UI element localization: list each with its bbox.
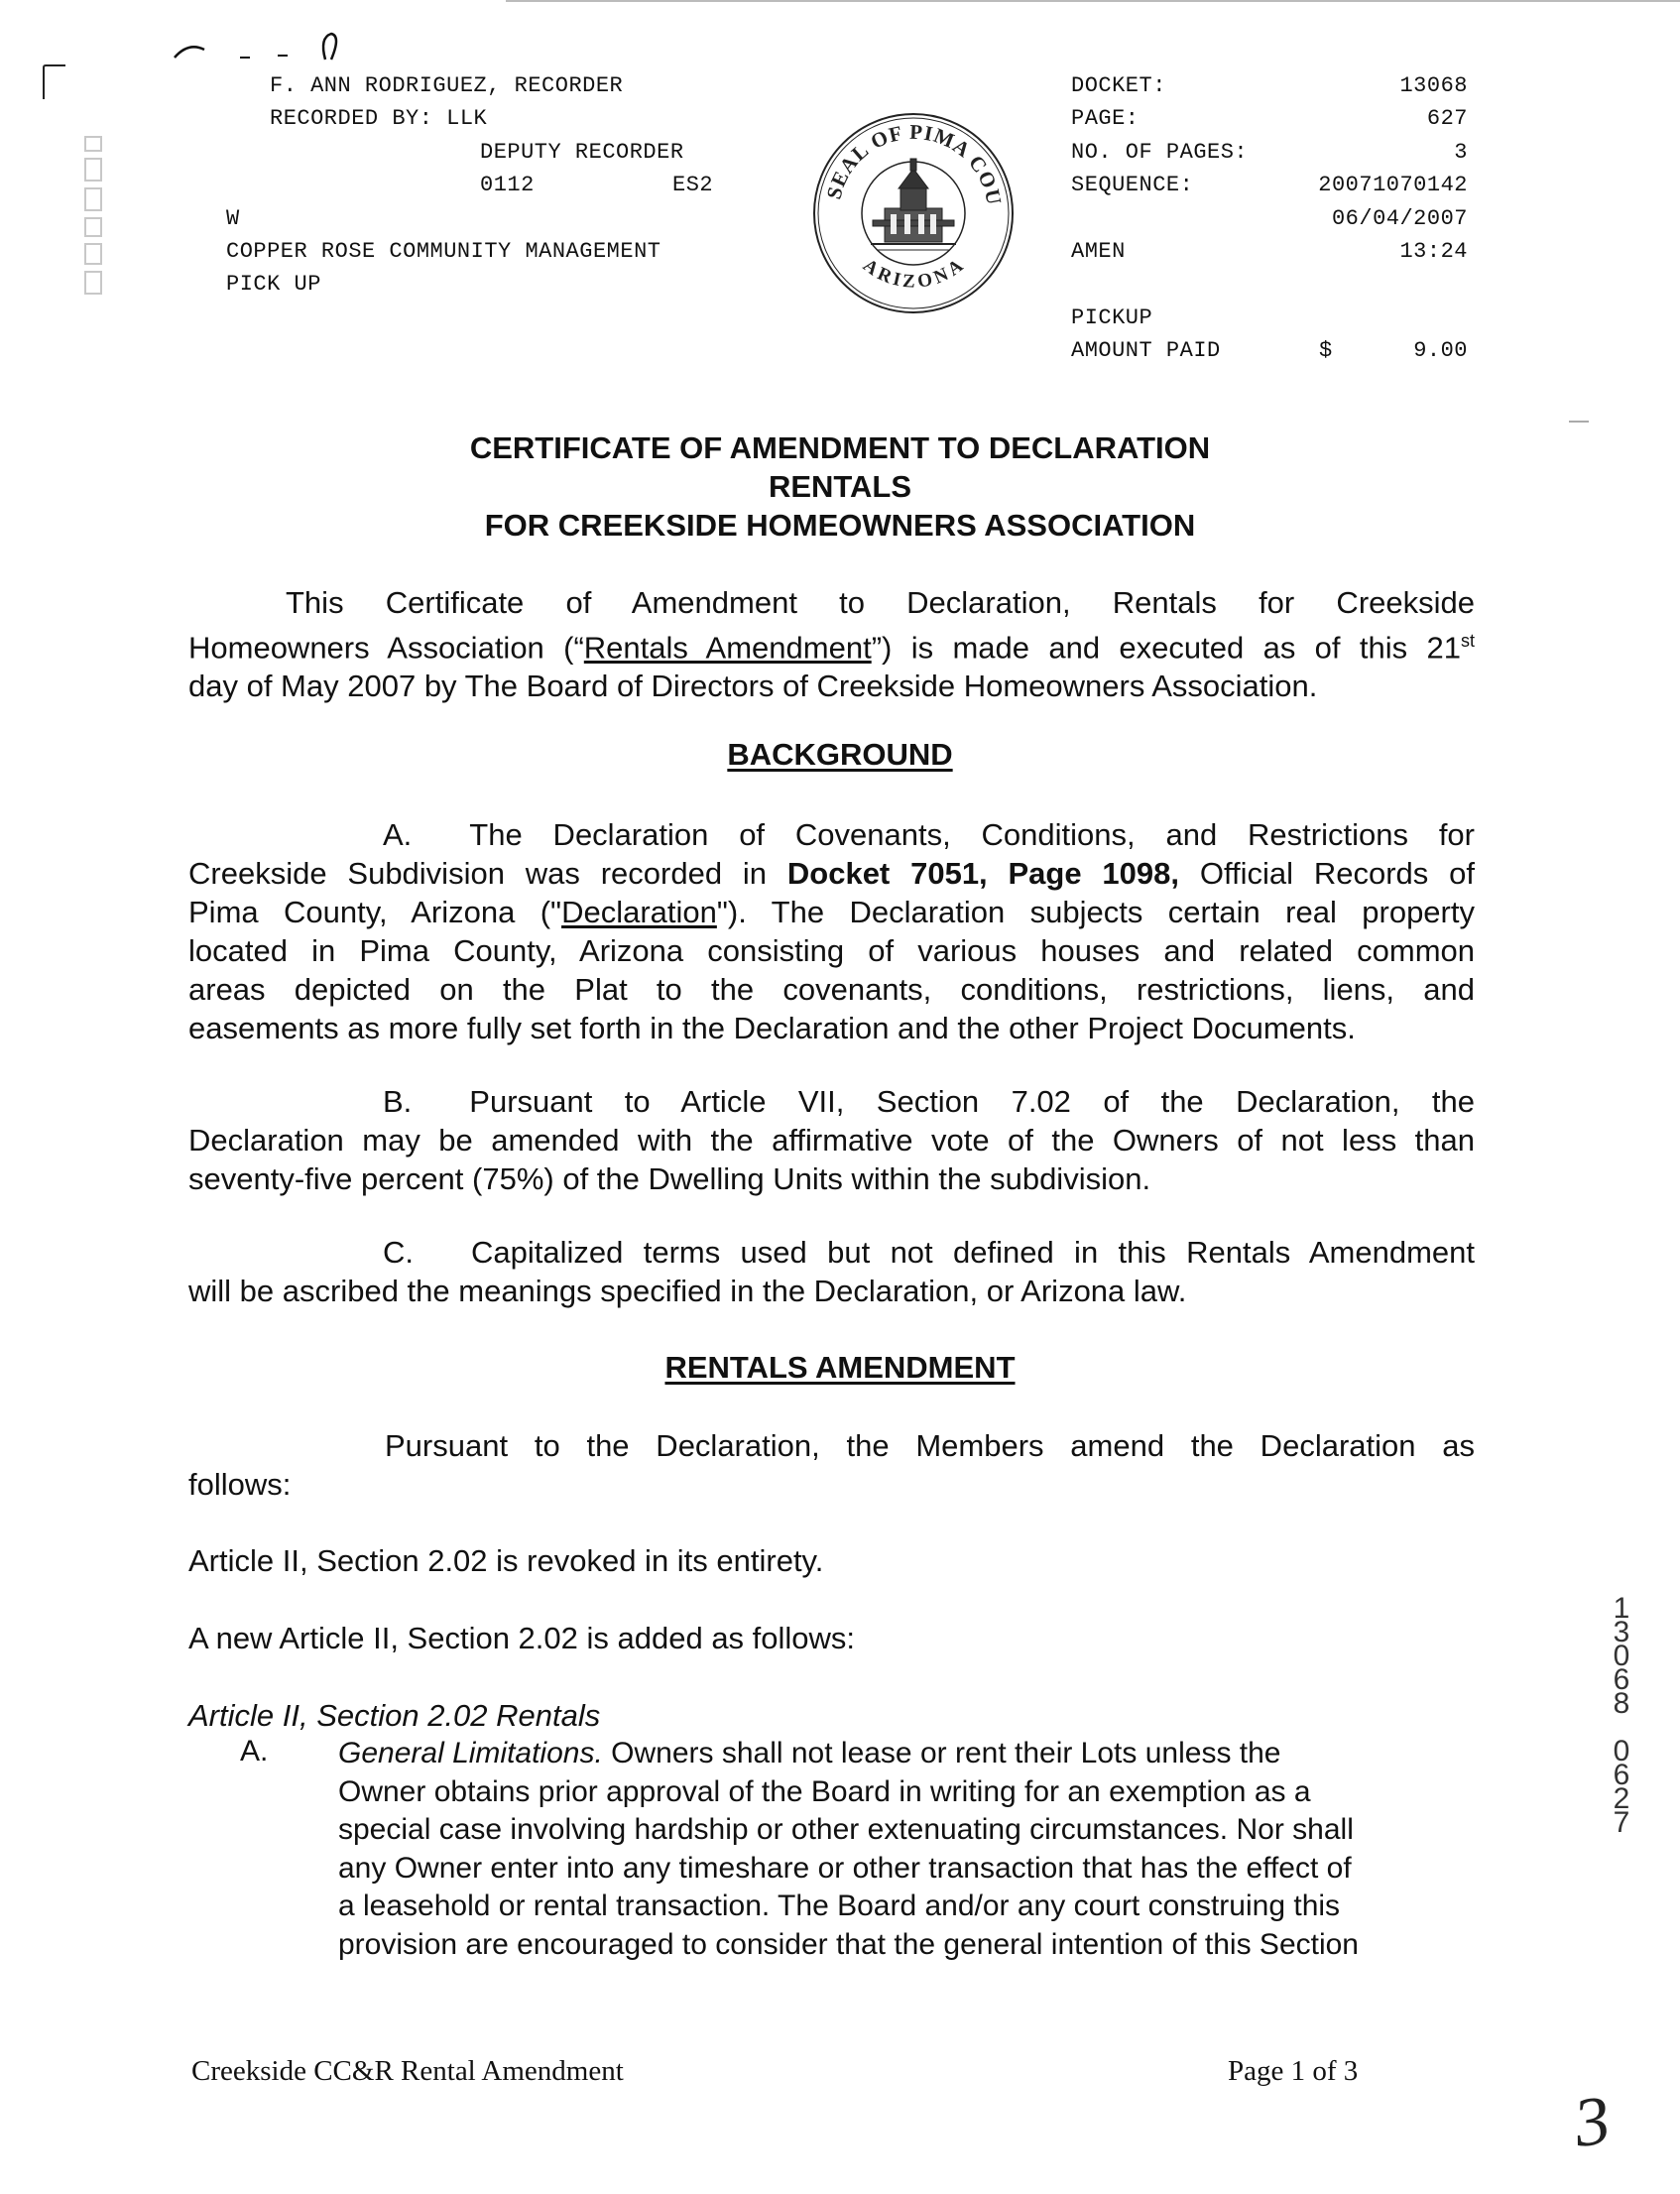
sequence-value: 20071070142	[1318, 173, 1468, 197]
right-edge-tick	[1569, 421, 1589, 423]
seal-bottom-text: ARIZONA	[859, 255, 968, 293]
sequence-label: SEQUENCE:	[1071, 173, 1194, 197]
intro-paragraph	[188, 583, 1475, 705]
sub-a-text: Owners shall not lease or rent their Lots unless the	[602, 1737, 1281, 1769]
para-c-text: Capitalized terms used but not defined in this Rentals Amendment	[471, 1235, 1475, 1270]
side-stamp-digit: 7	[1613, 1806, 1630, 1839]
recorder-w: W	[226, 206, 240, 231]
para-a-text: "). The Declaration subjects certain real property	[716, 895, 1475, 929]
sub-a-line	[338, 1735, 1469, 1773]
general-limitations-paragraph	[338, 1735, 1469, 1964]
recorder-name: F. ANN RODRIGUEZ, RECORDER	[270, 73, 624, 98]
pages-label: NO. OF PAGES:	[1071, 140, 1249, 165]
company-name: COPPER ROSE COMMUNITY MANAGEMENT	[226, 239, 661, 264]
amendment-intro-line	[188, 1426, 1475, 1465]
amendment-intro-line: follows:	[188, 1467, 292, 1502]
handwritten-page-count: 3	[1569, 2081, 1616, 2163]
recorded-by: RECORDED BY: LLK	[270, 106, 488, 131]
para-b-line: Declaration may be amended with the affirmative vote of the Owners of not less than	[188, 1123, 1475, 1158]
para-a-line	[188, 893, 1475, 931]
para-b-line: seventy-five percent (75%) of the Dwelling Units within the subdivision.	[188, 1161, 1151, 1196]
background-paragraph-b	[188, 1082, 1475, 1198]
intro-text: ”) is made and executed as of this 21	[871, 630, 1461, 666]
svg-text:ARIZONA	[859, 255, 968, 293]
new-section-statement: A new Article II, Section 2.02 is added as follows:	[188, 1621, 856, 1655]
side-stamp-digit: 6	[1613, 1663, 1630, 1696]
declaration-term: Declaration	[561, 895, 717, 929]
para-a-line: areas depicted on the Plat to the covenants, conditions, restrictions, liens, and	[188, 972, 1475, 1007]
currency-symbol: $	[1319, 338, 1333, 363]
side-stamp-digit: 6	[1613, 1759, 1630, 1791]
amendment-intro-text: Pursuant to the Declaration, the Members amend the Declaration as	[385, 1428, 1475, 1463]
amen-label: AMEN	[1071, 239, 1126, 264]
side-stamp-digit: 3	[1613, 1616, 1630, 1648]
para-a-text: The Declaration of Covenants, Conditions, and Restrictions for	[469, 817, 1475, 852]
recorder-code-1: 0112	[480, 173, 535, 197]
side-stamp-digit: 8	[1613, 1687, 1630, 1720]
sub-a-line: special case involving hardship or other extenuating circumstances. Nor shall	[338, 1813, 1354, 1846]
intro-line: This Certificate of Amendment to Declaration, Rentals for Creekside	[286, 585, 1475, 620]
deputy-recorder: DEPUTY RECORDER	[480, 140, 684, 165]
docket-value: 13068	[1399, 73, 1468, 98]
amount-paid-label: AMOUNT PAID	[1071, 338, 1221, 363]
page-value: 627	[1426, 106, 1468, 131]
recording-date: 06/04/2007	[1331, 206, 1468, 231]
para-a-line: easements as more fully set forth in the Declaration and the other Project Documents.	[188, 1011, 1356, 1045]
pickup-label: PICKUP	[1071, 305, 1153, 330]
docket-label: DOCKET:	[1071, 73, 1166, 98]
recorder-code-2: ES2	[672, 173, 714, 197]
background-heading: BACKGROUND	[727, 737, 953, 772]
para-b-text: Pursuant to Article VII, Section 7.02 of the Declaration, the	[469, 1084, 1475, 1119]
county-seal	[811, 111, 1016, 315]
background-paragraph-a	[188, 815, 1475, 1047]
sub-a-line: a leasehold or rental transaction. The Board and/or any court construing this	[338, 1889, 1341, 1922]
background-paragraph-c	[188, 1233, 1475, 1310]
side-docket-stamp	[1602, 1592, 1641, 1839]
pages-value: 3	[1454, 140, 1468, 165]
scan-scribble-mark	[171, 28, 349, 63]
sub-a-line: any Owner enter into any timeshare or other transaction that has the effect of	[338, 1851, 1352, 1885]
seal-top-text: SEAL OF PIMA COU	[821, 119, 1007, 208]
intro-text: Homeowners Association (“	[188, 630, 584, 666]
para-a-line	[188, 854, 1475, 893]
docket-reference: Docket 7051, Page 1098,	[786, 856, 1180, 891]
para-a-text: Pima County, Arizona ("	[188, 895, 562, 929]
pick-up: PICK UP	[226, 272, 321, 297]
recording-time: 13:24	[1399, 239, 1468, 264]
para-c-line: will be ascribed the meanings specified in the Declaration, or Arizona law.	[188, 1274, 1187, 1308]
document-title-line-1: CERTIFICATE OF AMENDMENT TO DECLARATION	[469, 430, 1211, 465]
side-stamp-digit: 2	[1613, 1782, 1630, 1815]
side-stamp-digit: 0	[1613, 1735, 1630, 1767]
para-b-marker: B.	[383, 1084, 413, 1119]
intro-line: day of May 2007 by The Board of Directors of Creekside Homeowners Association.	[188, 669, 1318, 704]
revocation-statement: Article II, Section 2.02 is revoked in its entirety.	[188, 1543, 824, 1578]
general-limitations-label: General Limitations.	[338, 1737, 603, 1769]
footer-page-number: Page 1 of 3	[1228, 2055, 1359, 2087]
rentals-amendment-heading: RENTALS AMENDMENT	[664, 1350, 1016, 1385]
sub-a-marker: A.	[240, 1735, 269, 1767]
scan-corner-mark	[40, 61, 69, 101]
date-ordinal: st	[1460, 631, 1475, 651]
amendment-intro	[188, 1426, 1475, 1504]
faint-margin-stamp	[77, 129, 111, 317]
footer-document-name: Creekside CC&R Rental Amendment	[191, 2055, 624, 2087]
para-a-marker: A.	[383, 817, 413, 852]
page-label: PAGE:	[1071, 106, 1140, 131]
para-c-line	[188, 1233, 1475, 1272]
para-c-marker: C.	[383, 1235, 414, 1270]
para-a-line: located in Pima County, Arizona consisting of various houses and related common	[188, 933, 1475, 968]
para-a-text: Official Records of	[1179, 856, 1475, 891]
rentals-amendment-term: Rentals Amendment	[583, 630, 872, 666]
intro-line	[188, 622, 1475, 667]
courthouse-icon	[871, 159, 956, 250]
sub-a-line: Owner obtains prior approval of the Board in writing for an exemption as a	[338, 1774, 1311, 1808]
para-b-line	[188, 1082, 1475, 1121]
side-stamp-digit: 1	[1613, 1592, 1630, 1625]
sub-a-line: provision are encouraged to consider that the general intention of this Section	[338, 1927, 1359, 1961]
section-title: Article II, Section 2.02 Rentals	[188, 1698, 601, 1733]
document-title-line-3: FOR CREEKSIDE HOMEOWNERS ASSOCIATION	[484, 508, 1196, 543]
side-stamp-digit: 0	[1613, 1640, 1630, 1672]
amount-paid-value: 9.00	[1413, 338, 1468, 363]
para-a-line	[188, 815, 1475, 854]
document-title-line-2: RENTALS	[768, 469, 912, 504]
top-scan-line	[506, 0, 1680, 2]
para-a-text: Creekside Subdivision was recorded in	[188, 856, 787, 891]
